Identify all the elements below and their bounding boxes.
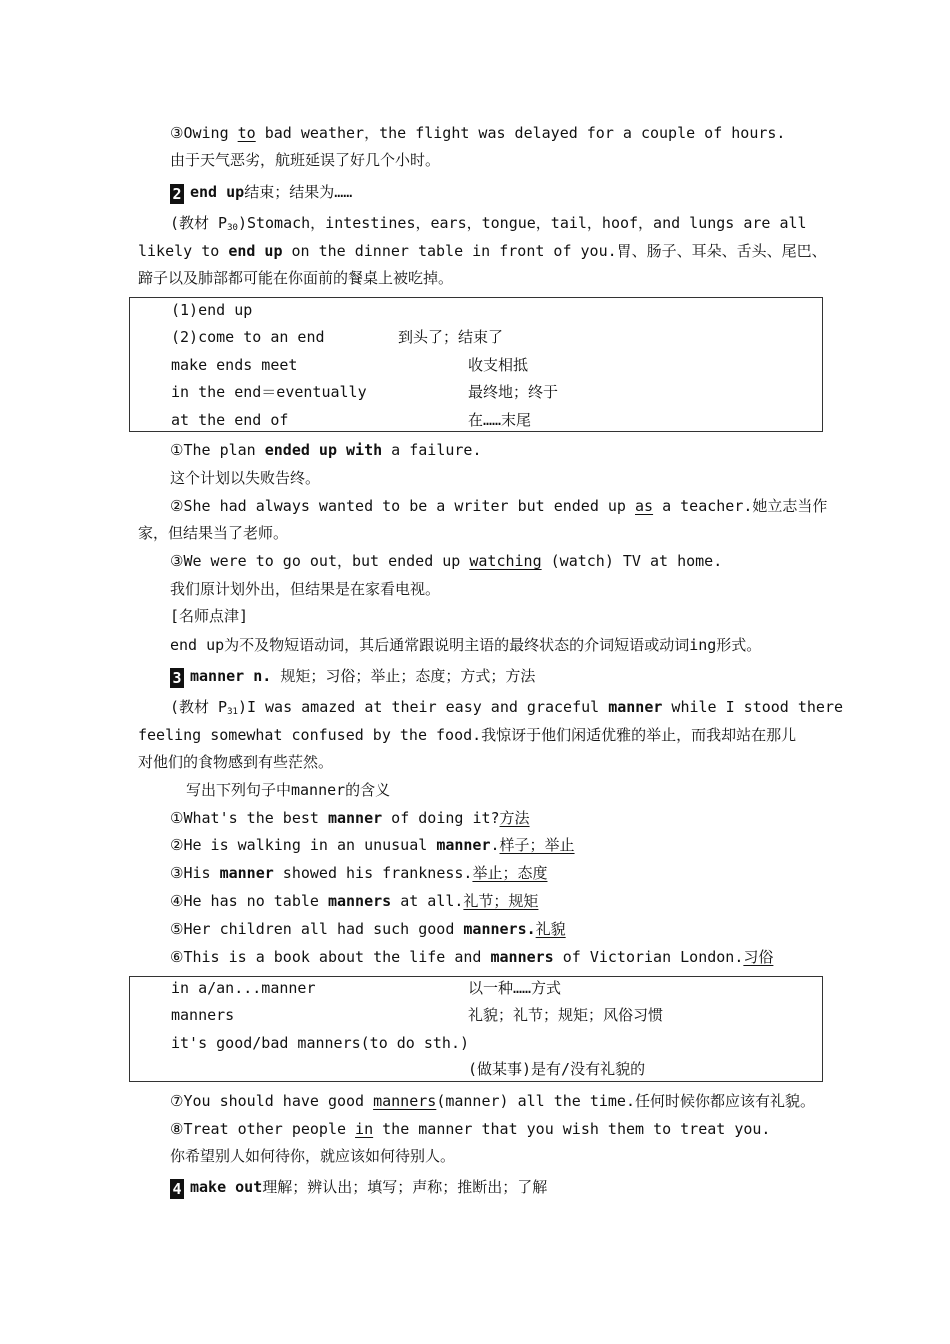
answer-blank: 习俗 <box>743 948 774 966</box>
phrase-meaning: 礼貌；礼节；规矩；风俗习惯 <box>468 1006 664 1024</box>
textbook-quote-line3: 蹄子以及肺部都可能在你面前的餐桌上被吃掉。 <box>138 269 454 287</box>
phrase-row: make ends meet <box>171 356 298 374</box>
answer-blank: 礼貌 <box>535 920 566 938</box>
example-8: ⑧Treat other people in the manner that you wish them to treat you. <box>170 1120 771 1138</box>
question-5: ⑤Her children all had such good manners.礼貌 <box>170 920 566 938</box>
phrase-row: in the end＝eventually <box>171 383 367 401</box>
answer-blank: 样子；举止 <box>499 836 575 854</box>
example-1: ①The plan ended up with a failure. <box>170 441 482 459</box>
phrase-meaning: 收支相抵 <box>468 356 529 374</box>
question-2: ②He is walking in an unusual manner.样子；举止 <box>170 836 575 854</box>
example-translation: 由于天气恶劣，航班延误了好几个小时。 <box>170 151 441 169</box>
example-2-cont: 家，但结果当了老师。 <box>138 524 289 542</box>
textbook-quote: (教材 $P_{31})I$ was amazed at their easy and graceful manner while I stood there <box>170 698 844 717</box>
example-3: ③We were to go out，but ended up watching (watch) TV at home. <box>170 552 723 570</box>
phrase-row: (2)come to an end <box>171 328 325 346</box>
section-number-badge: 2 <box>170 184 184 204</box>
phrase-box-end <box>129 297 823 432</box>
textbook-quote-line2: likely to end up on the dinner table in front of you.胃、肠子、耳朵、舌头、尾巴、 <box>138 242 827 260</box>
phrase-meaning: (做某事)是有/没有礼貌的 <box>468 1060 646 1078</box>
textbook-quote-line2: feeling somewhat confused by the food.我惊讶于他们闲适优雅的举止，而我却站在那儿 <box>138 726 797 744</box>
section-heading-manner: 3 manner n. 规矩；习俗；举止；态度；方式；方法 <box>170 665 535 688</box>
section-number-badge: 4 <box>170 1179 184 1199</box>
section-heading-make-out: 4 make out理解；辨认出；填写；声称；推断出；了解 <box>170 1176 547 1199</box>
answer-blank: to <box>237 124 256 142</box>
question-6: ⑥This is a book about the life and manners of Victorian London.习俗 <box>170 948 774 966</box>
phrase-row: it's good/bad manners(to do sth.) <box>171 1034 470 1052</box>
teacher-tip-title: [名师点津] <box>170 607 249 625</box>
task-instruction: 写出下列句子中manner的含义 <box>186 781 391 799</box>
phrase-meaning: 在……末尾 <box>468 411 532 429</box>
phrase-box-manner <box>129 976 823 1082</box>
example-1-translation: 这个计划以失败告终。 <box>170 469 321 487</box>
question-3: ③His manner showed his frankness.举止；态度 <box>170 864 548 882</box>
answer-blank: 举止；态度 <box>472 864 548 882</box>
example-2: ②She had always wanted to be a writer but ended up as a teacher.她立志当作 <box>170 497 828 515</box>
example-owing-to: ③Owing to bad weather，the flight was delayed for a couple of hours. <box>170 124 786 142</box>
question-1: ①What's the best manner of doing it?方法 <box>170 809 530 827</box>
answer-blank: 方法 <box>499 809 530 827</box>
example-8-translation: 你希望别人如何待你，就应该如何待别人。 <box>170 1147 456 1165</box>
phrase-row: at the end of <box>171 411 289 429</box>
phrase-meaning: 以一种……方式 <box>468 979 562 997</box>
phrase-meaning: 最终地；终于 <box>468 383 559 401</box>
phrase-row: (1)end up <box>171 301 253 319</box>
answer-blank: as <box>635 497 654 515</box>
answer-blank: manners <box>373 1092 437 1110</box>
example-3-translation: 我们原计划外出，但结果是在家看电视。 <box>170 580 441 598</box>
question-4: ④He has no table manners at all.礼节；规矩 <box>170 892 539 910</box>
phrase-row: in a/an...manner <box>171 979 316 997</box>
phrase-row: manners <box>171 1006 235 1024</box>
section-number-badge: 3 <box>170 668 184 688</box>
textbook-quote: (教材 $P_{30})Stomach$，intestines，ears，tongue，tail，hoof，and lungs are all <box>170 214 807 233</box>
textbook-quote-line3: 对他们的食物感到有些茫然。 <box>138 753 334 771</box>
answer-blank: watching <box>469 552 542 570</box>
example-7: ⑦You should have good manners(manner) all the time.任何时候你都应该有礼貌。 <box>170 1092 815 1110</box>
teacher-tip-text: end up为不及物短语动词，其后通常跟说明主语的最终状态的介词短语或动词ing形式。 <box>170 636 762 654</box>
section-heading-end-up: 2 end up结束；结果为…… <box>170 181 352 204</box>
answer-blank: in <box>355 1120 374 1138</box>
answer-blank: 礼节；规矩 <box>463 892 539 910</box>
phrase-meaning: 到头了；结束了 <box>398 328 504 346</box>
